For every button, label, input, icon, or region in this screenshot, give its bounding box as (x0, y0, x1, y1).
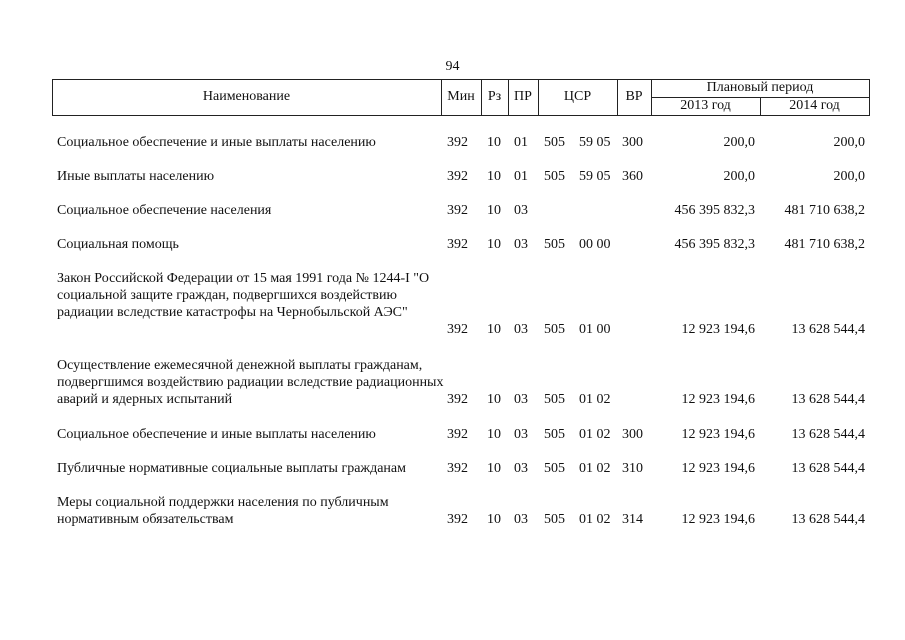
cell-pr: 03 (514, 322, 528, 337)
header-pr: ПР (514, 89, 532, 104)
cell-2014: 13 628 544,4 (791, 322, 865, 337)
cell-2014: 13 628 544,4 (791, 512, 865, 527)
cell-rz: 10 (487, 237, 501, 252)
cell-2014: 13 628 544,4 (791, 461, 865, 476)
cell-2014: 200,0 (833, 135, 865, 150)
cell-csr-1: 505 (544, 169, 565, 184)
cell-2014: 13 628 544,4 (791, 427, 865, 442)
cell-2013: 200,0 (723, 169, 755, 184)
row-name: Закон Российской Федерации от 15 мая 1991 года № 1244-I "О социальной защите граждан, подвергшихся воздействию радиации вследствие катастрофы на Чернобыльской АЭС" (57, 271, 430, 320)
row-name: Осуществление ежемесячной денежной выплаты гражданам, подвергшимся воздействию радиации вследствие радиационных аварий и ядерных испытаний (57, 358, 444, 407)
cell-2013: 12 923 194,6 (681, 322, 755, 337)
cell-pr: 03 (514, 512, 528, 527)
row-name: Публичные нормативные социальные выплаты гражданам (57, 461, 406, 476)
cell-min: 392 (447, 203, 468, 218)
cell-csr-2: 00 00 (579, 237, 611, 252)
cell-rz: 10 (487, 135, 501, 150)
row-name: Иные выплаты населению (57, 169, 215, 184)
cell-2014: 13 628 544,4 (791, 392, 865, 407)
cell-2013: 12 923 194,6 (681, 512, 755, 527)
cell-csr-1: 505 (544, 392, 565, 407)
cell-min: 392 (447, 237, 468, 252)
header-vr: ВР (625, 89, 643, 104)
row-name: Социальное обеспечение и иные выплаты населению (57, 135, 376, 150)
cell-pr: 03 (514, 461, 528, 476)
cell-vr: 300 (622, 427, 643, 442)
cell-pr: 03 (514, 237, 528, 252)
cell-csr-1: 505 (544, 512, 565, 527)
row-name: Социальная помощь (57, 237, 179, 252)
cell-2013: 12 923 194,6 (681, 392, 755, 407)
cell-2014: 481 710 638,2 (784, 203, 865, 218)
cell-min: 392 (447, 427, 468, 442)
cell-csr-1: 505 (544, 427, 565, 442)
row-name: Социальное обеспечение и иные выплаты населению (57, 427, 376, 442)
row-name: Меры социальной поддержки населения по публичным нормативным обязательствам (57, 495, 389, 527)
cell-pr: 01 (514, 135, 528, 150)
cell-vr: 310 (622, 461, 643, 476)
cell-rz: 10 (487, 427, 501, 442)
header-name: Наименование (202, 89, 291, 104)
cell-csr-2: 01 02 (579, 392, 611, 407)
cell-2013: 200,0 (723, 135, 755, 150)
cell-csr-2: 01 02 (579, 461, 611, 476)
cell-rz: 10 (487, 322, 501, 337)
cell-2013: 12 923 194,6 (681, 427, 755, 442)
cell-2013: 456 395 832,3 (674, 237, 755, 252)
header-csr: ЦСР (563, 89, 592, 104)
cell-csr-1: 505 (544, 135, 565, 150)
cell-2014: 200,0 (833, 169, 865, 184)
cell-min: 392 (447, 512, 468, 527)
cell-2013: 456 395 832,3 (674, 203, 755, 218)
cell-rz: 10 (487, 392, 501, 407)
cell-csr-1: 505 (544, 237, 565, 252)
cell-csr-2: 01 00 (579, 322, 611, 337)
cell-2013: 12 923 194,6 (681, 461, 755, 476)
cell-pr: 01 (514, 169, 528, 184)
cell-rz: 10 (487, 512, 501, 527)
cell-csr-2: 01 02 (579, 512, 611, 527)
cell-csr-1: 505 (544, 461, 565, 476)
header-min: Мин (447, 89, 475, 104)
cell-csr-2: 59 05 (579, 169, 611, 184)
cell-vr: 314 (622, 512, 643, 527)
cell-vr: 360 (622, 169, 643, 184)
row-name: Социальное обеспечение населения (57, 203, 272, 218)
cell-min: 392 (447, 169, 468, 184)
cell-min: 392 (447, 461, 468, 476)
cell-2014: 481 710 638,2 (784, 237, 865, 252)
header-year-2013: 2013 год (680, 98, 731, 113)
cell-rz: 10 (487, 169, 501, 184)
cell-rz: 10 (487, 461, 501, 476)
cell-pr: 03 (514, 392, 528, 407)
header-planned-period: Плановый период (706, 80, 814, 95)
header-rz: Рз (487, 89, 502, 104)
cell-csr-1: 505 (544, 322, 565, 337)
cell-rz: 10 (487, 203, 501, 218)
cell-csr-2: 59 05 (579, 135, 611, 150)
cell-min: 392 (447, 135, 468, 150)
header-year-2014: 2014 год (789, 98, 840, 113)
cell-vr: 300 (622, 135, 643, 150)
cell-pr: 03 (514, 427, 528, 442)
cell-min: 392 (447, 322, 468, 337)
cell-pr: 03 (514, 203, 528, 218)
page-number: 94 (445, 59, 460, 74)
cell-csr-2: 01 02 (579, 427, 611, 442)
cell-min: 392 (447, 392, 468, 407)
